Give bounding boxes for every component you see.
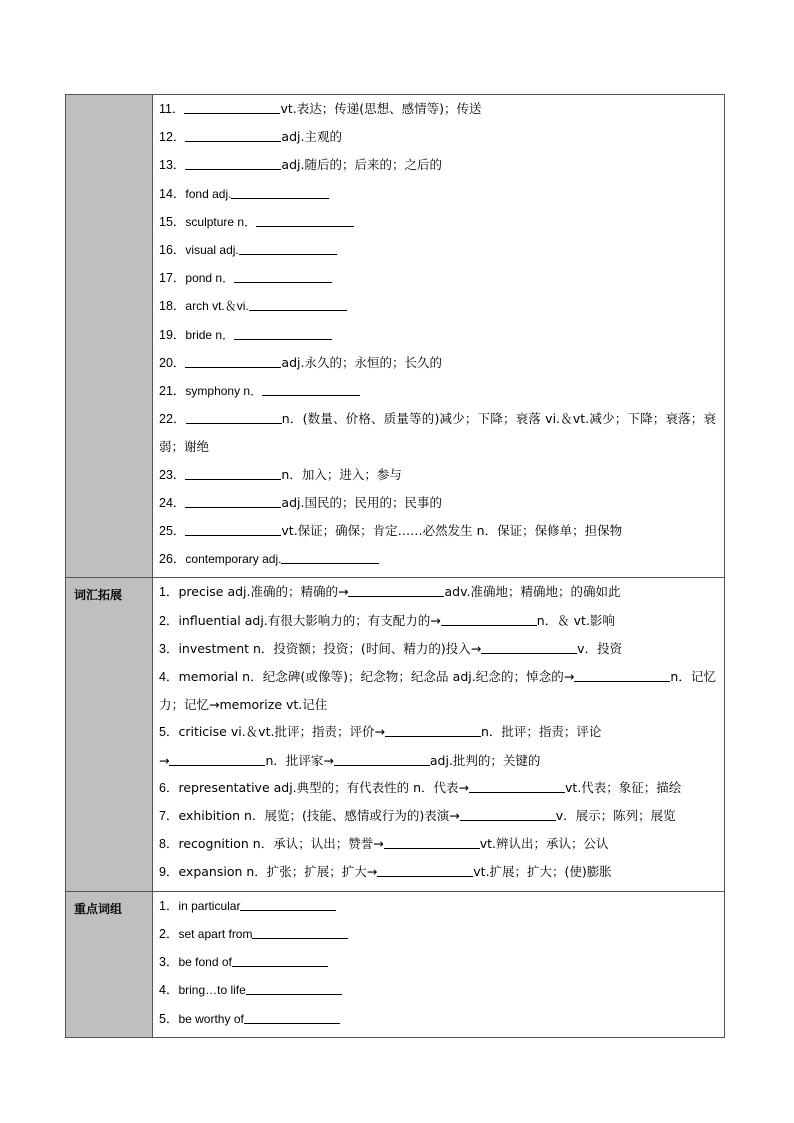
- list-item: [159, 830, 716, 858]
- list-item: [159, 578, 716, 606]
- answer-blank[interactable]: [185, 467, 281, 480]
- item-text: n．批评；指责；评论: [480, 724, 602, 740]
- item-definition: adj.永久的；永恒的；长久的: [281, 354, 442, 370]
- section-label: 词汇拓展: [74, 588, 123, 603]
- list-item: [159, 123, 716, 151]
- item-number: 24．: [159, 495, 186, 510]
- section-phrases-content: [153, 891, 725, 1037]
- item-text: exhibition n．展览；(技能、感情或行为的)表演→: [178, 808, 460, 824]
- item-number: 18．: [159, 299, 186, 314]
- item-number: 20．: [159, 355, 186, 370]
- item-number: 12．: [159, 130, 186, 145]
- list-item: [159, 1005, 716, 1033]
- answer-blank[interactable]: [469, 780, 565, 793]
- answer-blank[interactable]: [185, 129, 281, 142]
- item-text: v．展示；陈列；展览: [555, 808, 676, 824]
- item-definition: adj.随后的；后来的；之后的: [281, 157, 442, 173]
- item-number: 1．: [159, 898, 179, 913]
- list-item: [159, 892, 716, 920]
- item-number: 9．: [159, 865, 179, 880]
- list-item: [159, 292, 716, 320]
- item-definition: vt.保证；确保；肯定……必然发生 n．保证；保修单；担保物: [281, 523, 623, 539]
- item-number: 26．: [159, 552, 186, 567]
- item-text: →: [159, 752, 170, 768]
- item-number: 3．: [159, 955, 179, 970]
- item-number: 22．: [159, 412, 186, 427]
- answer-blank[interactable]: [481, 641, 577, 654]
- item-text: precise adj.准确的；精确的→: [178, 584, 349, 600]
- item-number: 11．: [159, 102, 185, 116]
- phrase-text: bring…to life: [178, 983, 246, 998]
- item-number: 17．: [159, 271, 186, 286]
- answer-blank[interactable]: [240, 898, 336, 911]
- list-item: [159, 461, 716, 489]
- section-expansion-label-cell: [66, 578, 153, 891]
- item-text: investment n．投资额；投资；(时间、精力的)投入→: [178, 640, 482, 656]
- section-phrases-label-cell: [66, 891, 153, 1037]
- list-item: [159, 747, 716, 774]
- list-item: [159, 663, 716, 718]
- item-number: 3．: [159, 641, 179, 656]
- list-item: [159, 349, 716, 377]
- list-item: [159, 858, 716, 886]
- vocabulary-table: [65, 94, 725, 1038]
- list-item: [159, 180, 716, 208]
- item-number: 19．: [159, 327, 186, 342]
- list-item: [159, 151, 716, 179]
- answer-blank[interactable]: [185, 157, 281, 170]
- list-item: [159, 920, 716, 948]
- answer-blank[interactable]: [169, 753, 265, 766]
- answer-blank[interactable]: [231, 186, 329, 199]
- item-word: bride n．: [185, 327, 235, 342]
- phrase-text: be worthy of: [178, 1011, 244, 1026]
- answer-blank[interactable]: [441, 613, 537, 626]
- section-words: [66, 95, 725, 578]
- answer-blank[interactable]: [385, 724, 481, 737]
- item-number: 5．: [159, 725, 179, 740]
- answer-blank[interactable]: [334, 753, 430, 766]
- item-number: 14．: [159, 186, 186, 201]
- phrase-text: set apart from: [178, 926, 253, 941]
- list-item: [159, 607, 716, 635]
- list-item: [159, 635, 716, 663]
- list-item: [159, 948, 716, 976]
- answer-blank[interactable]: [377, 864, 473, 877]
- item-text: n．记忆力；记忆→memorize vt.记住: [159, 669, 717, 713]
- item-word: contemporary adj.: [185, 552, 282, 567]
- phrase-text: be fond of: [178, 955, 232, 970]
- answer-blank[interactable]: [262, 383, 360, 396]
- item-definition: vt.表达；传递(思想、感情等)；传送: [280, 101, 482, 116]
- answer-blank[interactable]: [185, 355, 281, 368]
- item-word: visual adj.: [185, 243, 239, 258]
- word-list: [159, 95, 716, 573]
- answer-blank[interactable]: [460, 808, 556, 821]
- item-text: adj.批判的；关键的: [429, 752, 541, 768]
- answer-blank[interactable]: [234, 270, 332, 283]
- item-number: 2．: [159, 926, 179, 941]
- item-text: expansion n．扩张；扩展；扩大→: [178, 864, 378, 880]
- item-number: 23．: [159, 467, 186, 482]
- item-word: pond n．: [185, 271, 235, 286]
- section-label: 重点词组: [74, 901, 123, 916]
- item-text: v．投资: [577, 640, 623, 656]
- item-number: 5．: [159, 1011, 179, 1026]
- item-number: 21．: [159, 384, 186, 399]
- list-item: [159, 976, 716, 1004]
- answer-blank[interactable]: [239, 242, 337, 255]
- list-item: [159, 377, 716, 405]
- list-item: [159, 718, 716, 746]
- list-item: [159, 405, 716, 460]
- item-number: 4．: [159, 983, 179, 998]
- item-word: arch vt.＆vi.: [185, 299, 249, 314]
- answer-blank[interactable]: [232, 954, 328, 967]
- answer-blank[interactable]: [281, 551, 379, 564]
- answer-blank[interactable]: [246, 982, 342, 995]
- list-item: [159, 802, 716, 830]
- answer-blank[interactable]: [348, 584, 444, 597]
- list-item: [159, 208, 716, 236]
- item-definition: adj.主观的: [281, 129, 342, 145]
- item-word: sculpture n．: [185, 214, 257, 229]
- answer-blank[interactable]: [234, 327, 332, 340]
- item-text: n．＆ vt.影响: [536, 612, 615, 628]
- answer-blank[interactable]: [244, 1011, 340, 1024]
- item-definition: n．(数量、价格、质量等的)减少；下降；衰落 vi.＆vt.减少；下降；衰落；衰弱；谢绝: [159, 411, 716, 455]
- answer-blank[interactable]: [185, 495, 281, 508]
- list-item: [159, 489, 716, 517]
- item-number: 2．: [159, 613, 179, 628]
- item-number: 7．: [159, 809, 179, 824]
- list-item: [159, 321, 716, 349]
- item-text: vt.代表；象征；描绘: [565, 779, 682, 795]
- answer-blank[interactable]: [256, 214, 354, 227]
- list-item: [159, 264, 716, 292]
- item-text: vt.扩展；扩大；(使)膨胀: [473, 864, 612, 880]
- item-text: vt.辨认出；承认；公认: [479, 836, 609, 852]
- list-item: [159, 236, 716, 264]
- item-definition: adj.国民的；民用的；民事的: [281, 494, 442, 510]
- item-number: 4．: [159, 670, 179, 685]
- phrase-text: in particular: [178, 898, 241, 913]
- section-label: [66, 95, 152, 103]
- answer-blank[interactable]: [249, 298, 347, 311]
- section-expansion: [66, 578, 725, 891]
- list-item: [159, 545, 716, 573]
- item-number: 13．: [159, 158, 186, 173]
- item-number: 8．: [159, 837, 179, 852]
- item-text: recognition n．承认；认出；赞誉→: [178, 836, 384, 852]
- phrase-list: [159, 892, 716, 1033]
- answer-blank[interactable]: [574, 669, 670, 682]
- section-words-content: [153, 95, 725, 578]
- item-number: 15．: [159, 214, 186, 229]
- item-number: 16．: [159, 243, 186, 258]
- item-text: criticise vi.＆vt.批评；指责；评价→: [178, 724, 385, 740]
- answer-blank[interactable]: [185, 523, 281, 536]
- answer-blank[interactable]: [252, 926, 348, 939]
- item-text: memorial n．纪念碑(或像等)；纪念物；纪念品 adj.纪念的；悼念的→: [178, 669, 575, 685]
- item-word: symphony n．: [185, 384, 263, 399]
- item-text: adv.准确地；精确地；的确如此: [444, 584, 621, 600]
- list-item: [159, 95, 716, 123]
- item-number: 6．: [159, 780, 179, 795]
- item-number: 1．: [159, 585, 179, 600]
- section-phrases: [66, 891, 725, 1037]
- expansion-list: [159, 578, 716, 886]
- item-word: fond adj.: [185, 186, 232, 201]
- answer-blank[interactable]: [186, 411, 282, 424]
- list-item: [159, 774, 716, 802]
- answer-blank[interactable]: [184, 101, 280, 114]
- answer-blank[interactable]: [384, 836, 480, 849]
- list-item: [159, 517, 716, 545]
- item-text: n．批评家→: [265, 752, 334, 768]
- item-text: representative adj.典型的；有代表性的 n．代表→: [178, 779, 470, 795]
- item-definition: n．加入；进入；参与: [281, 466, 402, 482]
- section-expansion-content: [153, 578, 725, 891]
- item-text: influential adj.有很大影响力的；有支配力的→: [178, 612, 441, 628]
- item-number: 25．: [159, 524, 186, 539]
- section-words-label-cell: [66, 95, 153, 578]
